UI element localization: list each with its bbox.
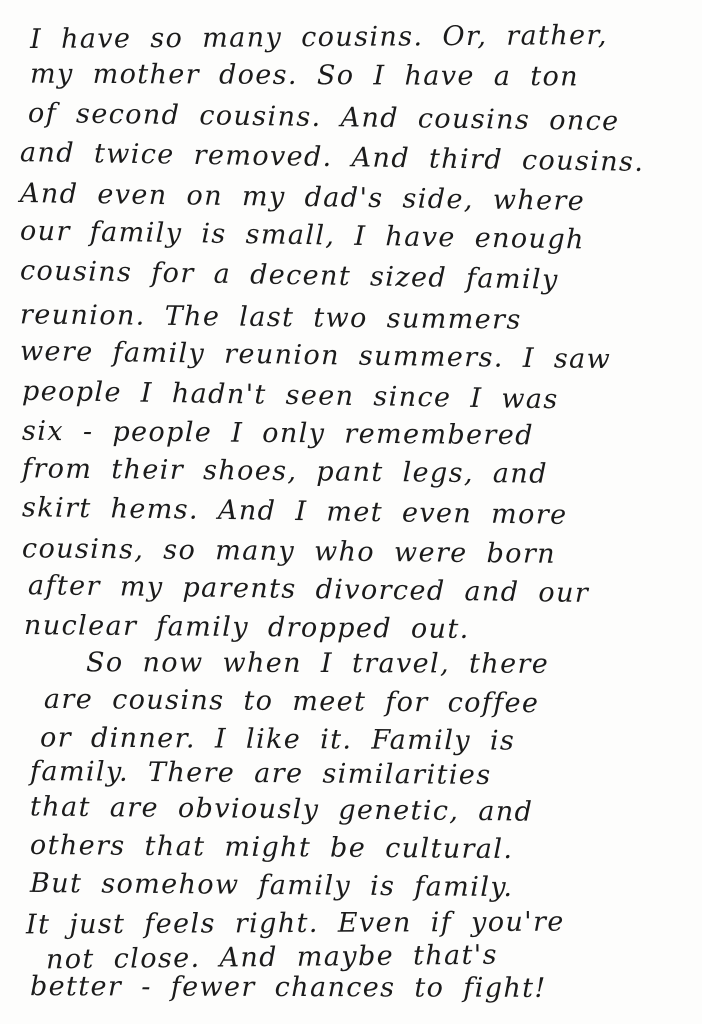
note-line: people I hadn't seen since I was <box>21 375 559 416</box>
note-line: or dinner. I like it. Family is <box>39 722 516 757</box>
note-line: So now when I travel, there <box>85 647 550 680</box>
note-line: others that might be cultural. <box>29 829 514 866</box>
note-line: that are obviously genetic, and <box>29 791 534 828</box>
note-line: my mother does. So I have a ton <box>29 58 580 93</box>
note-line: But somehow family is family. <box>29 867 514 904</box>
note-line: nuclear family dropped out. <box>23 610 470 645</box>
note-line: and twice removed. And third cousins. <box>19 137 645 178</box>
note-line: skirt hems. And I met even more <box>21 492 568 531</box>
note-line: And even on my dad's side, where <box>19 178 586 217</box>
note-line: It just feels right. Even if you're <box>25 906 565 941</box>
note-line: reunion. The last two summers <box>19 299 522 336</box>
note-line: our family is small, I have enough <box>19 215 586 256</box>
note-line: were family reunion summers. I saw <box>19 335 612 376</box>
note-line: not close. And maybe that's <box>45 939 499 976</box>
note-line: six - people I only remembered <box>21 415 535 452</box>
note-line: family. There are similarities <box>29 755 492 792</box>
note-line: are cousins to meet for coffee <box>43 683 540 720</box>
note-line: after my parents divorced and our <box>27 570 590 609</box>
note-line: cousins, so many who were born <box>21 533 557 570</box>
note-line: better - fewer chances to fight! <box>29 971 547 1004</box>
note-line: from their shoes, pant legs, and <box>21 453 549 490</box>
note-line: I have so many cousins. Or, rather, <box>29 19 608 56</box>
note-line: cousins for a decent sized family <box>19 255 559 296</box>
note-line: of second cousins. And cousins once <box>27 97 620 138</box>
